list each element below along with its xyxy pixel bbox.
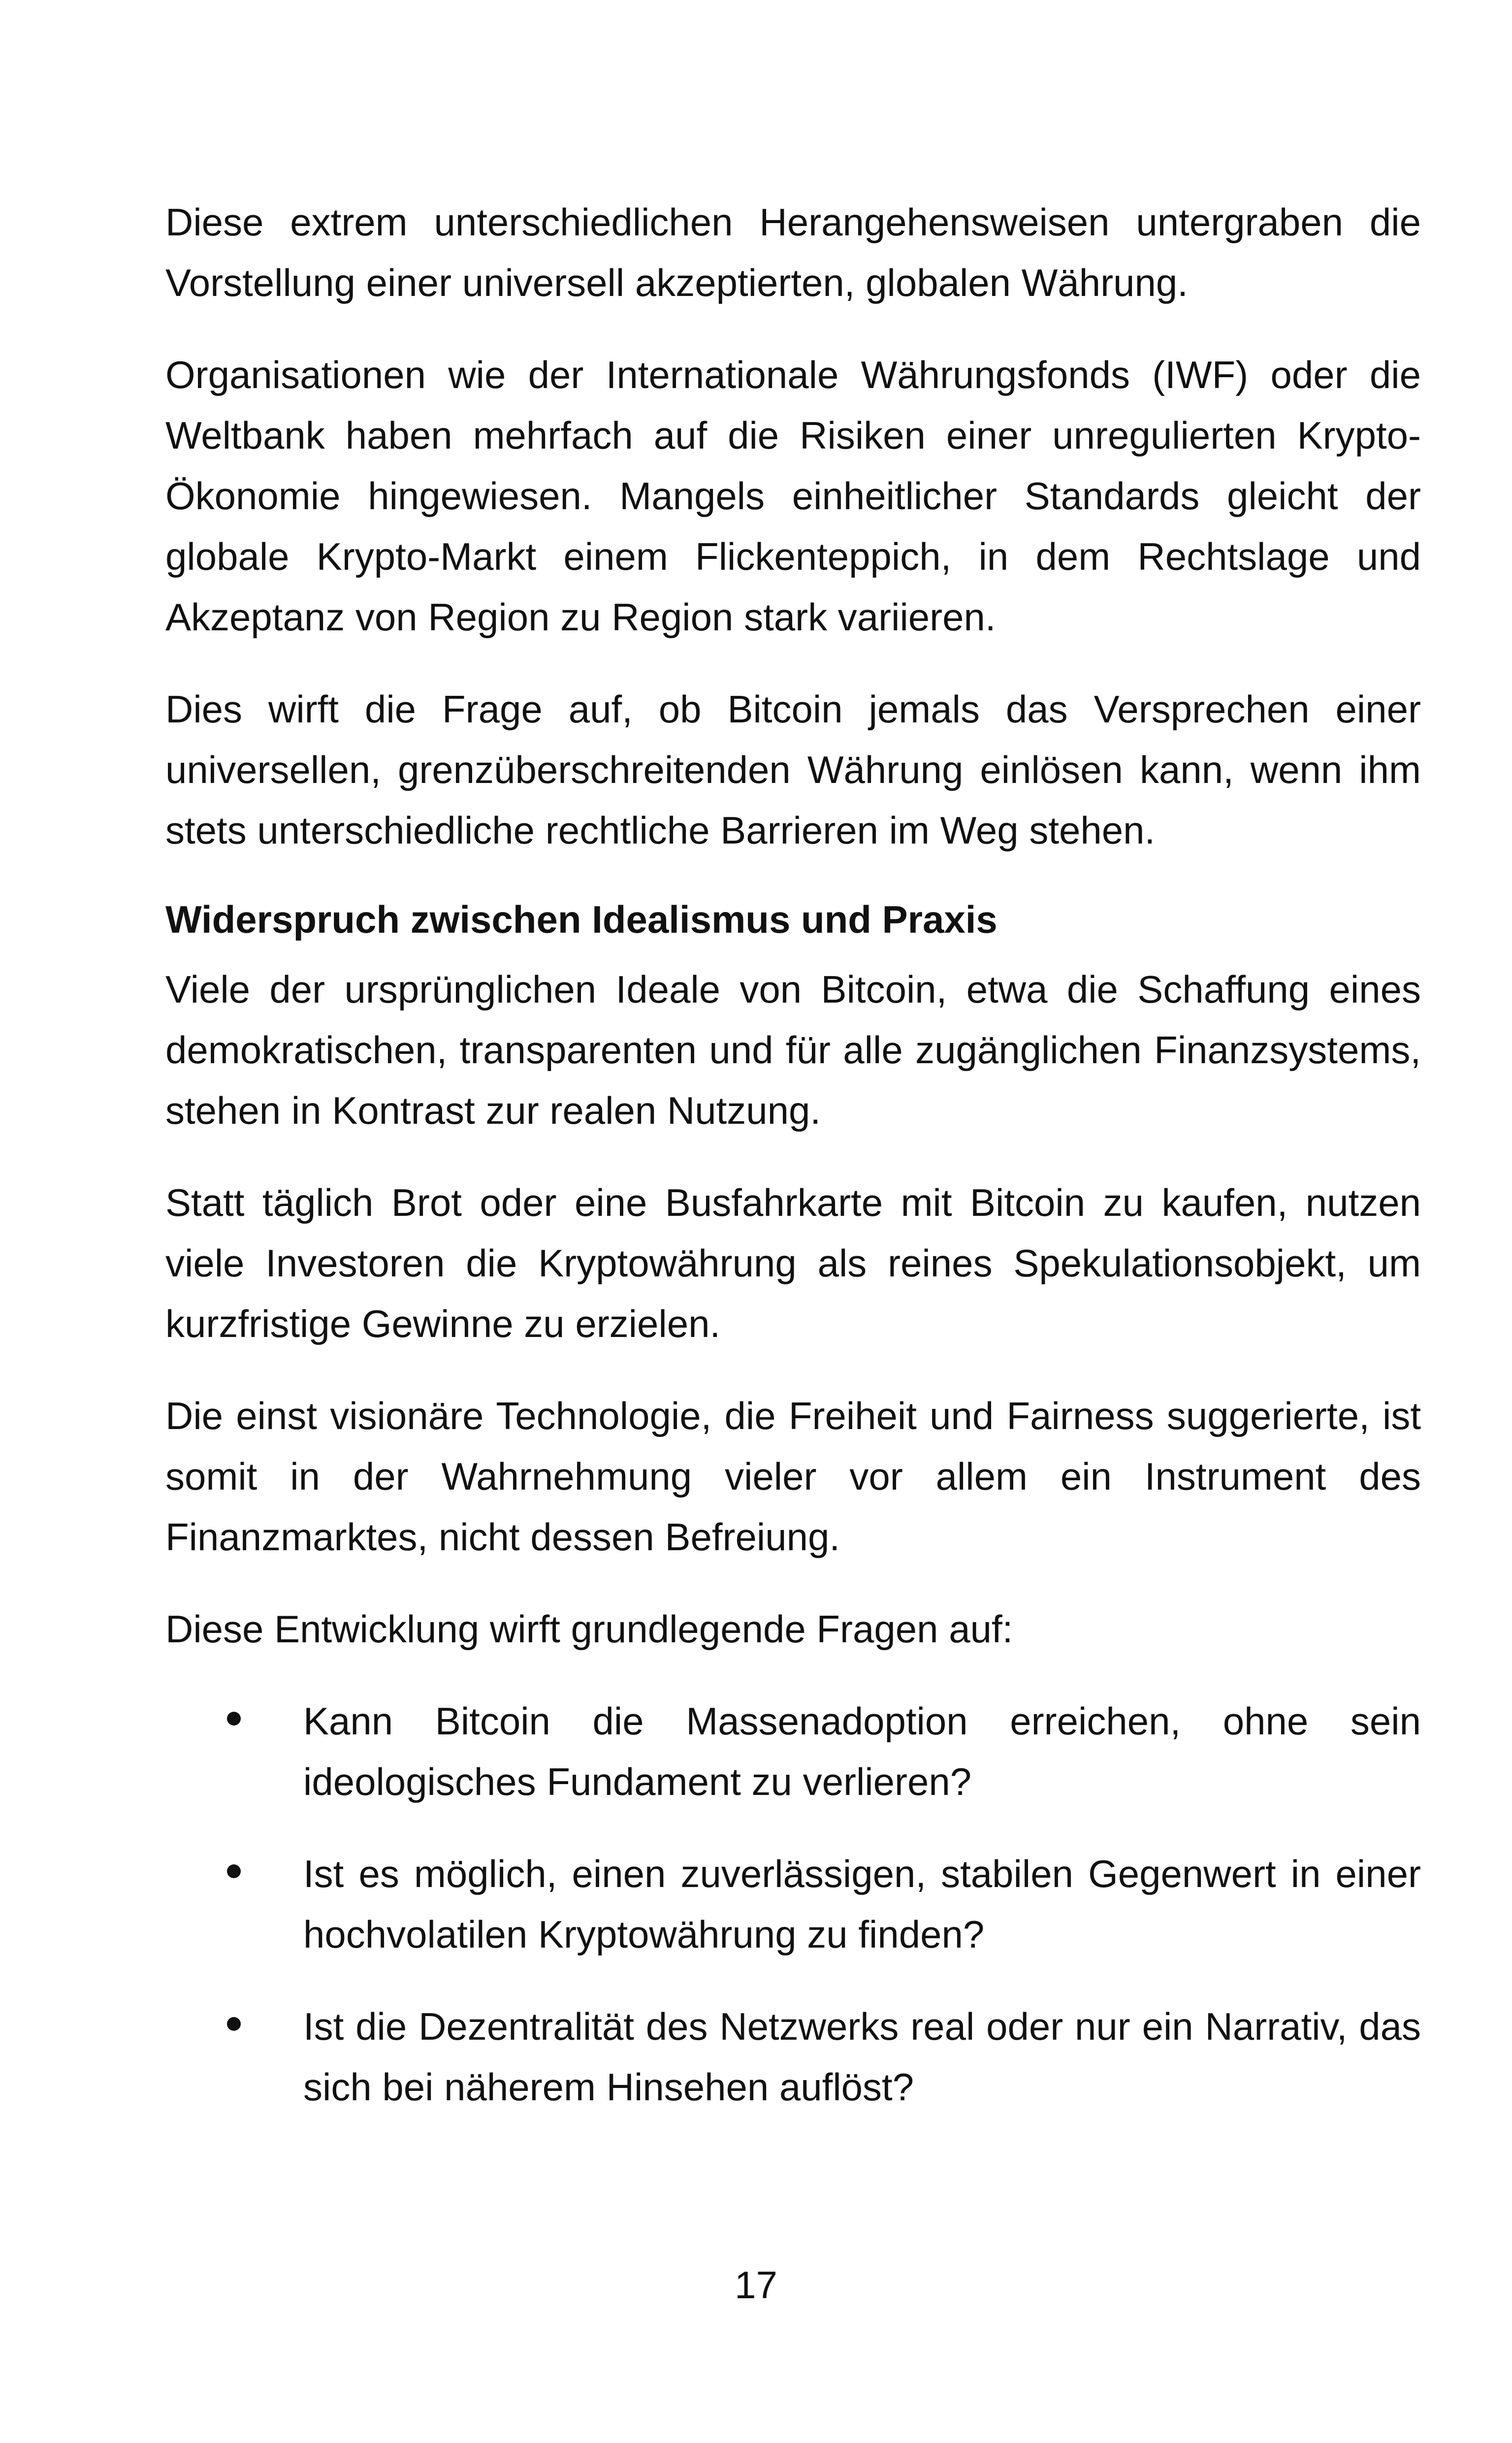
body-paragraph: Viele der ursprünglichen Ideale von Bitcoin, etwa die Schaffung eines demokratischen, transparenten und für alle zugänglichen Finanzsystems, stehen in Kontrast zur realen Nutzung. bbox=[165, 968, 1421, 1132]
document-page bbox=[165, 192, 1421, 2149]
body-paragraph: Diese Entwicklung wirft grundlegende Fragen auf: bbox=[165, 1607, 1013, 1651]
body-paragraph: Statt täglich Brot oder eine Busfahrkarte mit Bitcoin zu kaufen, nutzen viele Investoren die Kryptowährung als reines Spekulationsobjekt, um kurzfristige Gewinne zu erzielen. bbox=[165, 1181, 1421, 1345]
list-item bbox=[165, 1691, 1421, 1812]
body-paragraph: Dies wirft die Frage auf, ob Bitcoin jemals das Versprechen einer universellen, grenzüberschreitenden Währung einlösen kann, wenn ihm stets unterschiedliche rechtliche Barrieren im Weg stehen. bbox=[165, 687, 1421, 852]
body-paragraph: Die einst visionäre Technologie, die Freiheit und Fairness suggerierte, ist somit in der Wahrnehmung vieler vor allem ein Instrument des Finanzmarktes, nicht dessen Befreiung. bbox=[165, 1394, 1421, 1559]
body-paragraph: Organisationen wie der Internationale Währungsfonds (IWF) oder die Weltbank haben mehrfach auf die Risiken einer unregulierten Krypto-Ökonomie hingewiesen. Mangels einheitlicher Standards gleicht der globale Krypto-Markt einem Flickenteppich, in dem Rechtslage und Akzeptanz von Region zu Region stark variieren. bbox=[165, 353, 1421, 639]
section-heading: Widerspruch zwischen Idealismus und Praxis bbox=[165, 898, 997, 941]
bullet-icon bbox=[227, 2017, 241, 2031]
page-number: 17 bbox=[735, 2263, 777, 2307]
bullet-icon bbox=[227, 1712, 241, 1726]
list-item bbox=[165, 1996, 1421, 2117]
list-item-text: Kann Bitcoin die Massenadoption erreichen, ohne sein ideologisches Fundament zu verlieren? bbox=[303, 1699, 1421, 1803]
list-item bbox=[165, 1844, 1421, 1965]
list-item-text: Ist es möglich, einen zuverlässigen, stabilen Gegenwert in einer hochvolatilen Kryptowährung zu finden? bbox=[303, 1852, 1421, 1956]
list-item-text: Ist die Dezentralität des Netzwerks real oder nur ein Narrativ, das sich bei näherem Hinsehen auflöst? bbox=[303, 2005, 1421, 2109]
bullet-icon bbox=[227, 1864, 241, 1878]
body-paragraph: Diese extrem unterschiedlichen Herangehensweisen untergraben die Vorstellung einer universell akzeptierten, globalen Währung. bbox=[165, 200, 1421, 304]
question-list bbox=[165, 1691, 1421, 2117]
